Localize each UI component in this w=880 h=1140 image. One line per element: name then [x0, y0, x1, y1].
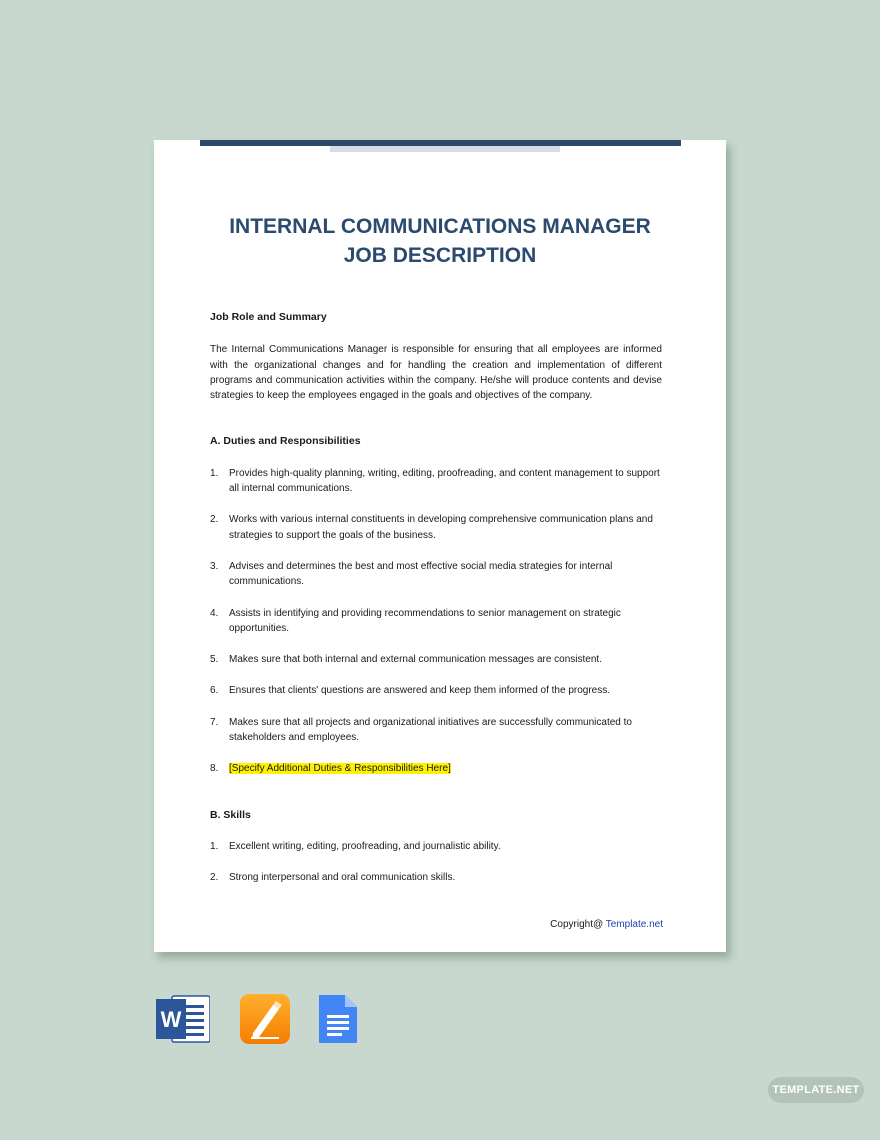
item-number: 3. [210, 560, 219, 572]
item-number: 1. [210, 467, 219, 479]
list-item-placeholder [210, 761, 662, 776]
list-item [210, 512, 662, 543]
item-text: Ensures that clients' questions are answered and keep them informed of the progress. [229, 685, 611, 697]
item-text: Excellent writing, editing, proofreading, and journalistic ability. [229, 840, 501, 852]
item-text: Strong interpersonal and oral communication skills. [229, 872, 456, 884]
placeholder-highlight: [Specify Additional Duties & Responsibilities Here] [229, 763, 451, 775]
item-number: 1. [210, 840, 219, 852]
item-text: Assists in identifying and providing recommendations to senior management on strategic opportunities. [229, 607, 621, 634]
document-page [154, 140, 726, 952]
template-net-badge[interactable]: TEMPLATE.NET [768, 1077, 864, 1103]
title-line-2: JOB DESCRIPTION [343, 244, 537, 267]
summary-heading: Job Role and Summary [210, 311, 327, 323]
list-item [210, 715, 662, 746]
document-title [154, 212, 726, 270]
list-item [210, 839, 662, 854]
item-text: Advises and determines the best and most effective social media strategies for internal communications. [229, 560, 613, 588]
skills-heading: B. Skills [210, 808, 251, 821]
item-number: 4. [210, 607, 219, 619]
summary-paragraph: The Internal Communications Manager is responsible for ensuring that all employees are informed with the organizational changes and for handling the creation and implementation of different programs and communication activities within the company. He/she will produce contents and devise strategies to keep the employees engaged in the goals and objectives of the company. [210, 344, 662, 402]
list-item [210, 559, 662, 590]
list-item [210, 652, 662, 667]
copyright [550, 919, 663, 930]
item-text: Makes sure that both internal and external communication messages are consistent. [229, 654, 602, 666]
list-item [210, 683, 662, 698]
item-number: 2. [210, 872, 219, 884]
document-body [210, 310, 662, 886]
item-number: 5. [210, 654, 219, 666]
item-number: 7. [210, 716, 219, 728]
item-number: 6. [210, 685, 219, 697]
copyright-label: Copyright@ [550, 919, 604, 930]
item-text: Provides high-quality planning, writing, editing, proofreading, and content management to support all internal communications. [229, 467, 660, 495]
google-docs-icon[interactable] [317, 993, 359, 1050]
pages-icon[interactable] [239, 993, 291, 1050]
list-item [210, 466, 662, 497]
list-item [210, 870, 662, 885]
item-text: Makes sure that all projects and organizational initiatives are successfully communicated to stakeholders and employees. [229, 716, 632, 744]
duties-list [210, 466, 662, 777]
header-accent-bar [330, 146, 560, 152]
word-icon[interactable] [156, 993, 210, 1050]
skills-list [210, 839, 662, 886]
item-number: 8. [210, 763, 219, 775]
word-icon-letter: W [160, 1007, 182, 1032]
item-text: Works with various internal constituents in developing comprehensive communication plans and strategies to support the goals of the business. [229, 514, 653, 541]
list-item [210, 606, 662, 637]
item-number: 2. [210, 514, 219, 526]
copyright-link[interactable]: Template.net [605, 919, 663, 930]
duties-heading: A. Duties and Responsibilities [210, 435, 361, 448]
title-line-1: INTERNAL COMMUNICATIONS MANAGER [229, 215, 651, 238]
